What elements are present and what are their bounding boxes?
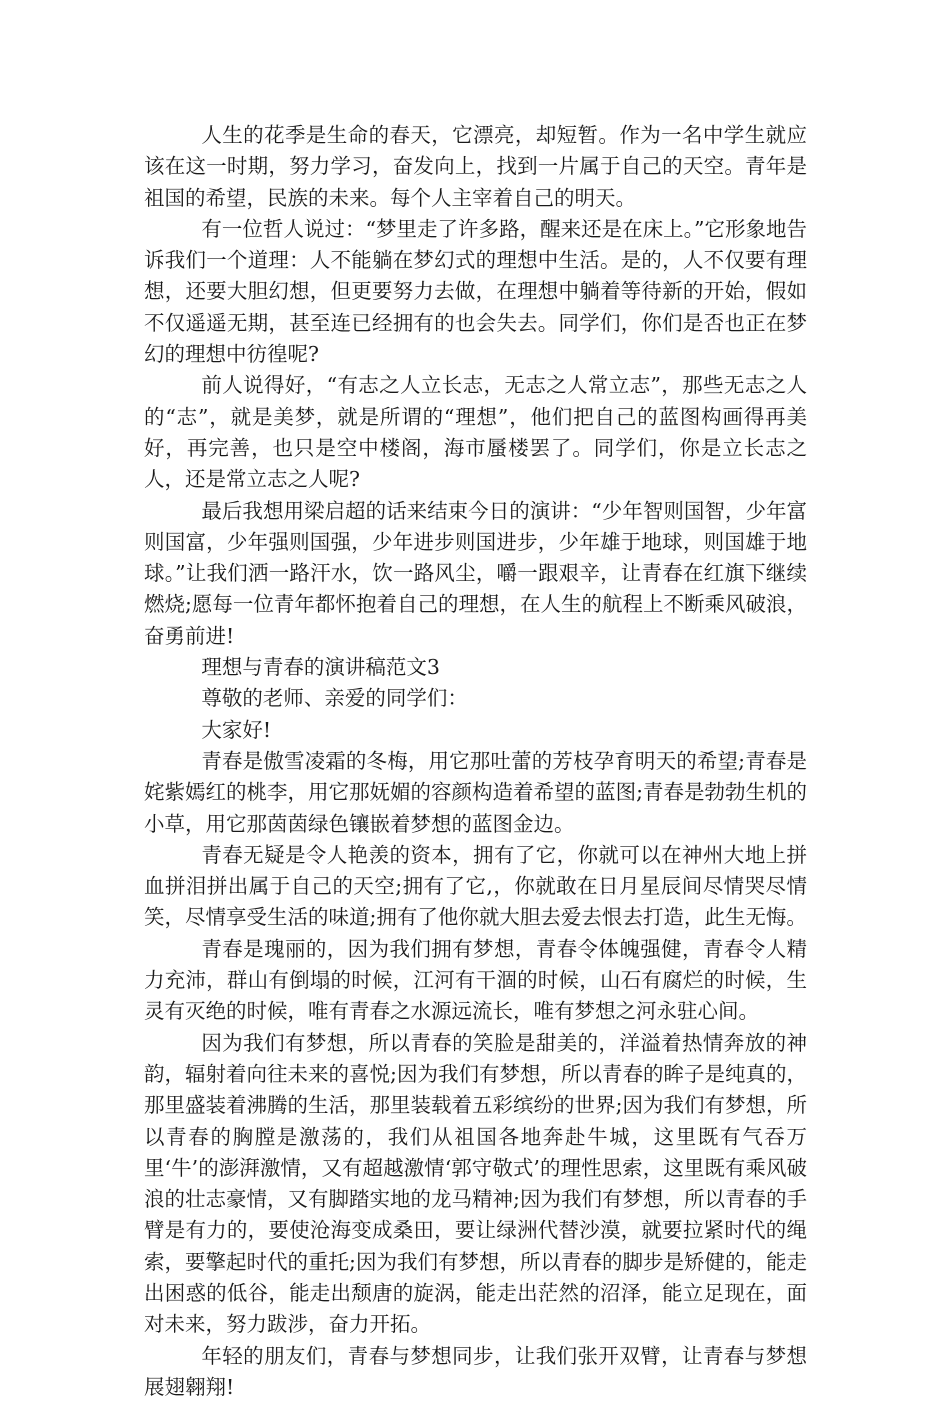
paragraph-2: 有一位哲人说过：“梦里走了许多路，醒来还是在床上。”它形象地告诉我们一个道理：人不能躺在梦幻式的理想中生活。是的，人不仅要有理想，还要大胆幻想，但更要努力去做，在理想中躺着等待新的开始，假如不仅遥遥无期，甚至连已经拥有的也会失去。同学们，你们是否也正在梦幻的理想中彷徨呢? <box>144 216 807 367</box>
paragraph-1: 人生的花季是生命的春天，它漂亮，却短暂。作为一名中学生就应该在这一时期，努力学习，奋发向上，找到一片属于自己的天空。青年是祖国的希望，民族的未来。每个人主宰着自己的明天。 <box>144 123 807 210</box>
greeting: 大家好! <box>201 717 272 742</box>
section-title: 理想与青春的演讲稿范文3 <box>201 655 440 680</box>
paragraph-8: 因为我们有梦想，所以青春的笑脸是甜美的，洋溢着热情奔放的神韵，辐射着向往未来的喜悦;因为我们有梦想，所以青春的眸子是纯真的，那里盛装着沸腾的生活，那里装载着五彩缤纷的世界;因为我们有梦想，所以青春的胸膛是激荡的，我们从祖国各地奔赴牛城，这里既有气吞万里‘牛’的澎湃激情，又有超越激情‘郭守敬式’的理性思索，这里既有乘风破浪的壮志豪情，又有脚踏实地的龙马精神;因为我们有梦想，所以青春的手臂是有力的，要使沧海变成桑田，要让绿洲代替沙漠，就要拉紧时代的绳索，要擎起时代的重托;因为我们有梦想，所以青春的脚步是矫健的，能走出困惑的低谷，能走出颓唐的旋涡，能走出茫然的沼泽，能立足现在，面对未来，努力跋涉，奋力开拓。 <box>144 1030 807 1337</box>
paragraph-6: 青春无疑是令人艳羡的资本，拥有了它，你就可以在神州大地上拼血拼泪拼出属于自己的天空;拥有了它,，你就敢在日月星辰间尽情哭尽情笑，尽情享受生活的味道;拥有了他你就大胆去爱去恨去打造，此生无悔。 <box>144 842 807 930</box>
paragraph-5: 青春是傲雪凌霜的冬梅，用它那吐蕾的芳枝孕育明天的希望;青春是姹紫嫣红的桃李，用它那妩媚的容颜构造着希望的蓝图;青春是勃勃生机的小草，用它那茵茵绿色镶嵌着梦想的蓝图金边。 <box>144 748 807 836</box>
salutation: 尊敬的老师、亲爱的同学们： <box>201 686 468 711</box>
paragraph-4: 最后我想用梁启超的话来结束今日的演讲：“少年智则国智，少年富则国富，少年强则国强，少年进步则国进步，少年雄于地球，则国雄于地球。”让我们洒一路汗水，饮一路风尘，嚼一跟艰辛，让青春在红旗下继续燃烧;愿每一位青年都怀抱着自己的理想，在人生的航程上不断乘风破浪，奋勇前进! <box>144 498 807 648</box>
paragraph-7: 青春是瑰丽的，因为我们拥有梦想，青春令体魄强健，青春令人精力充沛，群山有倒塌的时候，江河有干涸的时候，山石有腐烂的时候，生灵有灭绝的时候，唯有青春之水源远流长，唯有梦想之河永驻心间。 <box>144 936 807 1024</box>
paragraph-9: 年轻的朋友们，青春与梦想同步，让我们张开双臂，让青春与梦想展翅翱翔! <box>144 1343 807 1399</box>
document-body <box>144 120 807 1403</box>
paragraph-3: 前人说得好，“有志之人立长志，无志之人常立志”，那些无志之人的“志”，就是美梦，就是所谓的“理想”，他们把自己的蓝图构画得再美好，再完善，也只是空中楼阁，海市蜃楼罢了。同学们，你是立长志之人，还是常立志之人呢? <box>144 373 807 492</box>
